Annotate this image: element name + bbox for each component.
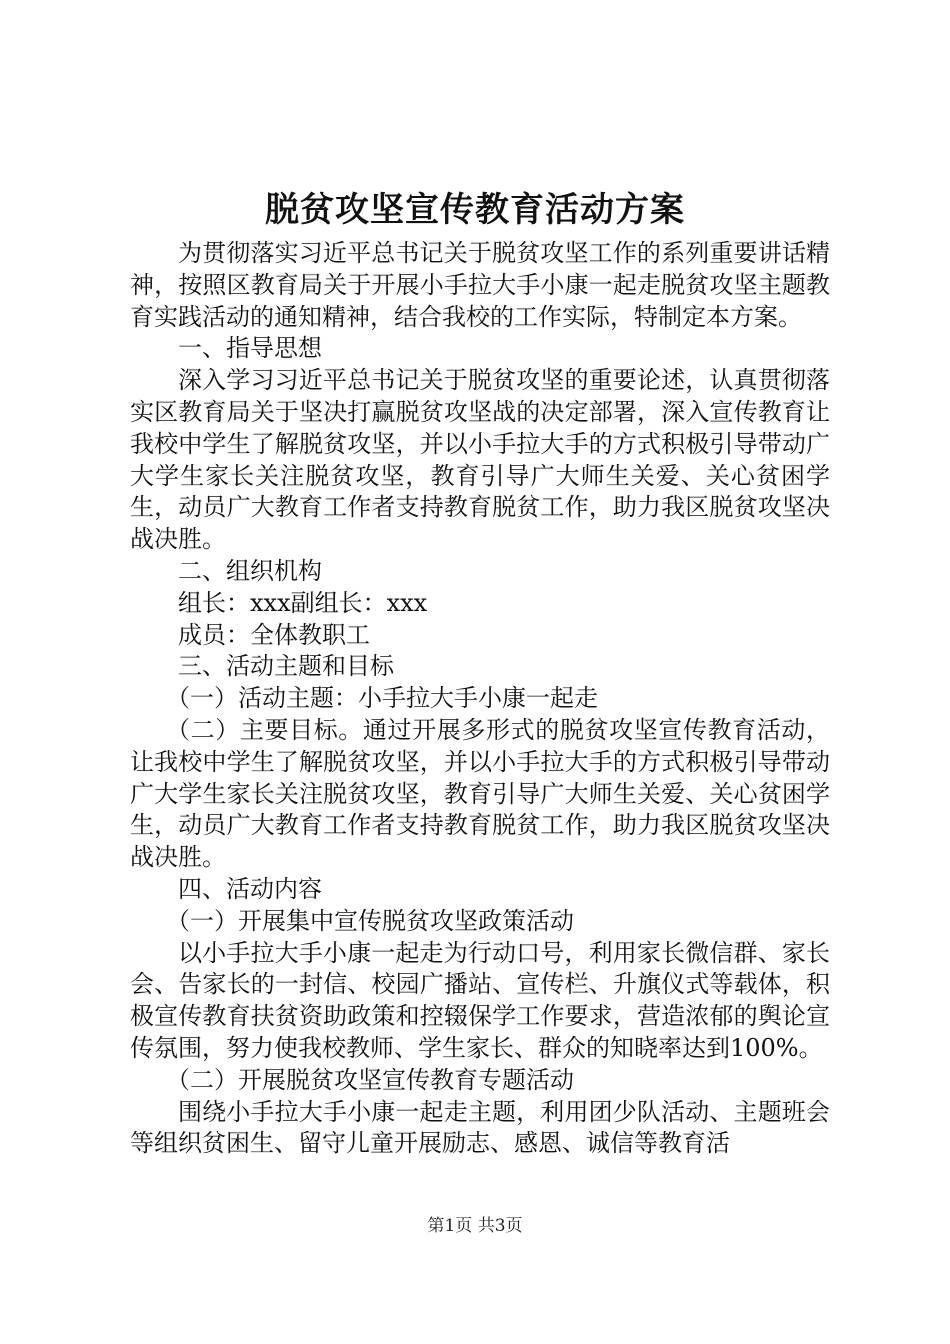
paragraph-guiding-ideology: 深入学习习近平总书记关于脱贫攻坚的重要论述，认真贯彻落实区教育局关于坚决打赢脱贫攻坚战的决定部署，深入宣传教育让我校中学生了解脱贫攻坚，并以小手拉大手的方式积极引导带动广大学生家长关注脱贫攻坚，教育引导广大师生关爱、关心贫困学生，动员广大教育工作者支持教育脱贫工作，助力我区脱贫攻坚决战决胜。	[130, 366, 830, 554]
paragraph-main-goals: （二）主要目标。通过开展多形式的脱贫攻坚宣传教育活动，让我校中学生了解脱贫攻坚，并以小手拉大手的方式积极引导带动广大学生家长关注脱贫攻坚，教育引导广大师生关爱、关心贫困学生，动员广大教育工作者支持教育脱贫工作，助力我区脱贫攻坚决战决胜。	[130, 715, 830, 872]
subheading-policy-campaign: （一）开展集中宣传脱贫攻坚政策活动	[166, 906, 574, 935]
subheading-special-activities: （二）开展脱贫攻坚宣传教育专题活动	[166, 1065, 574, 1094]
page-footer: 第1页 共3页	[427, 1216, 523, 1236]
section-heading-activity-content: 四、活动内容	[178, 874, 322, 903]
section-heading-theme-goals: 三、活动主题和目标	[178, 652, 394, 681]
paragraph-members: 成员：全体教职工	[178, 620, 370, 649]
document-title: 脱贫攻坚宣传教育活动方案	[265, 190, 685, 230]
subheading-activity-theme: （一）活动主题：小手拉大手小康一起走	[166, 684, 598, 713]
paragraph-policy-campaign: 以小手拉大手小康一起走为行动口号，利用家长微信群、家长会、告家长的一封信、校园广播站、宣传栏、升旗仪式等载体，积极宣传教育扶贫资助政策和控辍保学工作要求，营造浓郁的舆论宣传氛围，努力使我校教师、学生家长、群众的知晓率达到100%。	[130, 938, 830, 1062]
paragraph-intro: 为贯彻落实习近平总书记关于脱贫攻坚工作的系列重要讲话精神，按照区教育局关于开展小手拉大手小康一起走脱贫攻坚主题教育实践活动的通知精神，结合我校的工作实际，特制定本方案。	[130, 239, 830, 331]
section-heading-organization: 二、组织机构	[178, 556, 322, 585]
document-body	[130, 238, 830, 1160]
paragraph-special-activities: 围绕小手拉大手小康一起走主题，利用团少队活动、主题班会等组织贫困生、留守儿童开展励志、感恩、诚信等教育活	[130, 1097, 830, 1158]
paragraph-team-leader: 组长：xxx副组长：xxx	[178, 588, 428, 617]
section-heading-guiding-ideology: 一、指导思想	[178, 334, 322, 363]
